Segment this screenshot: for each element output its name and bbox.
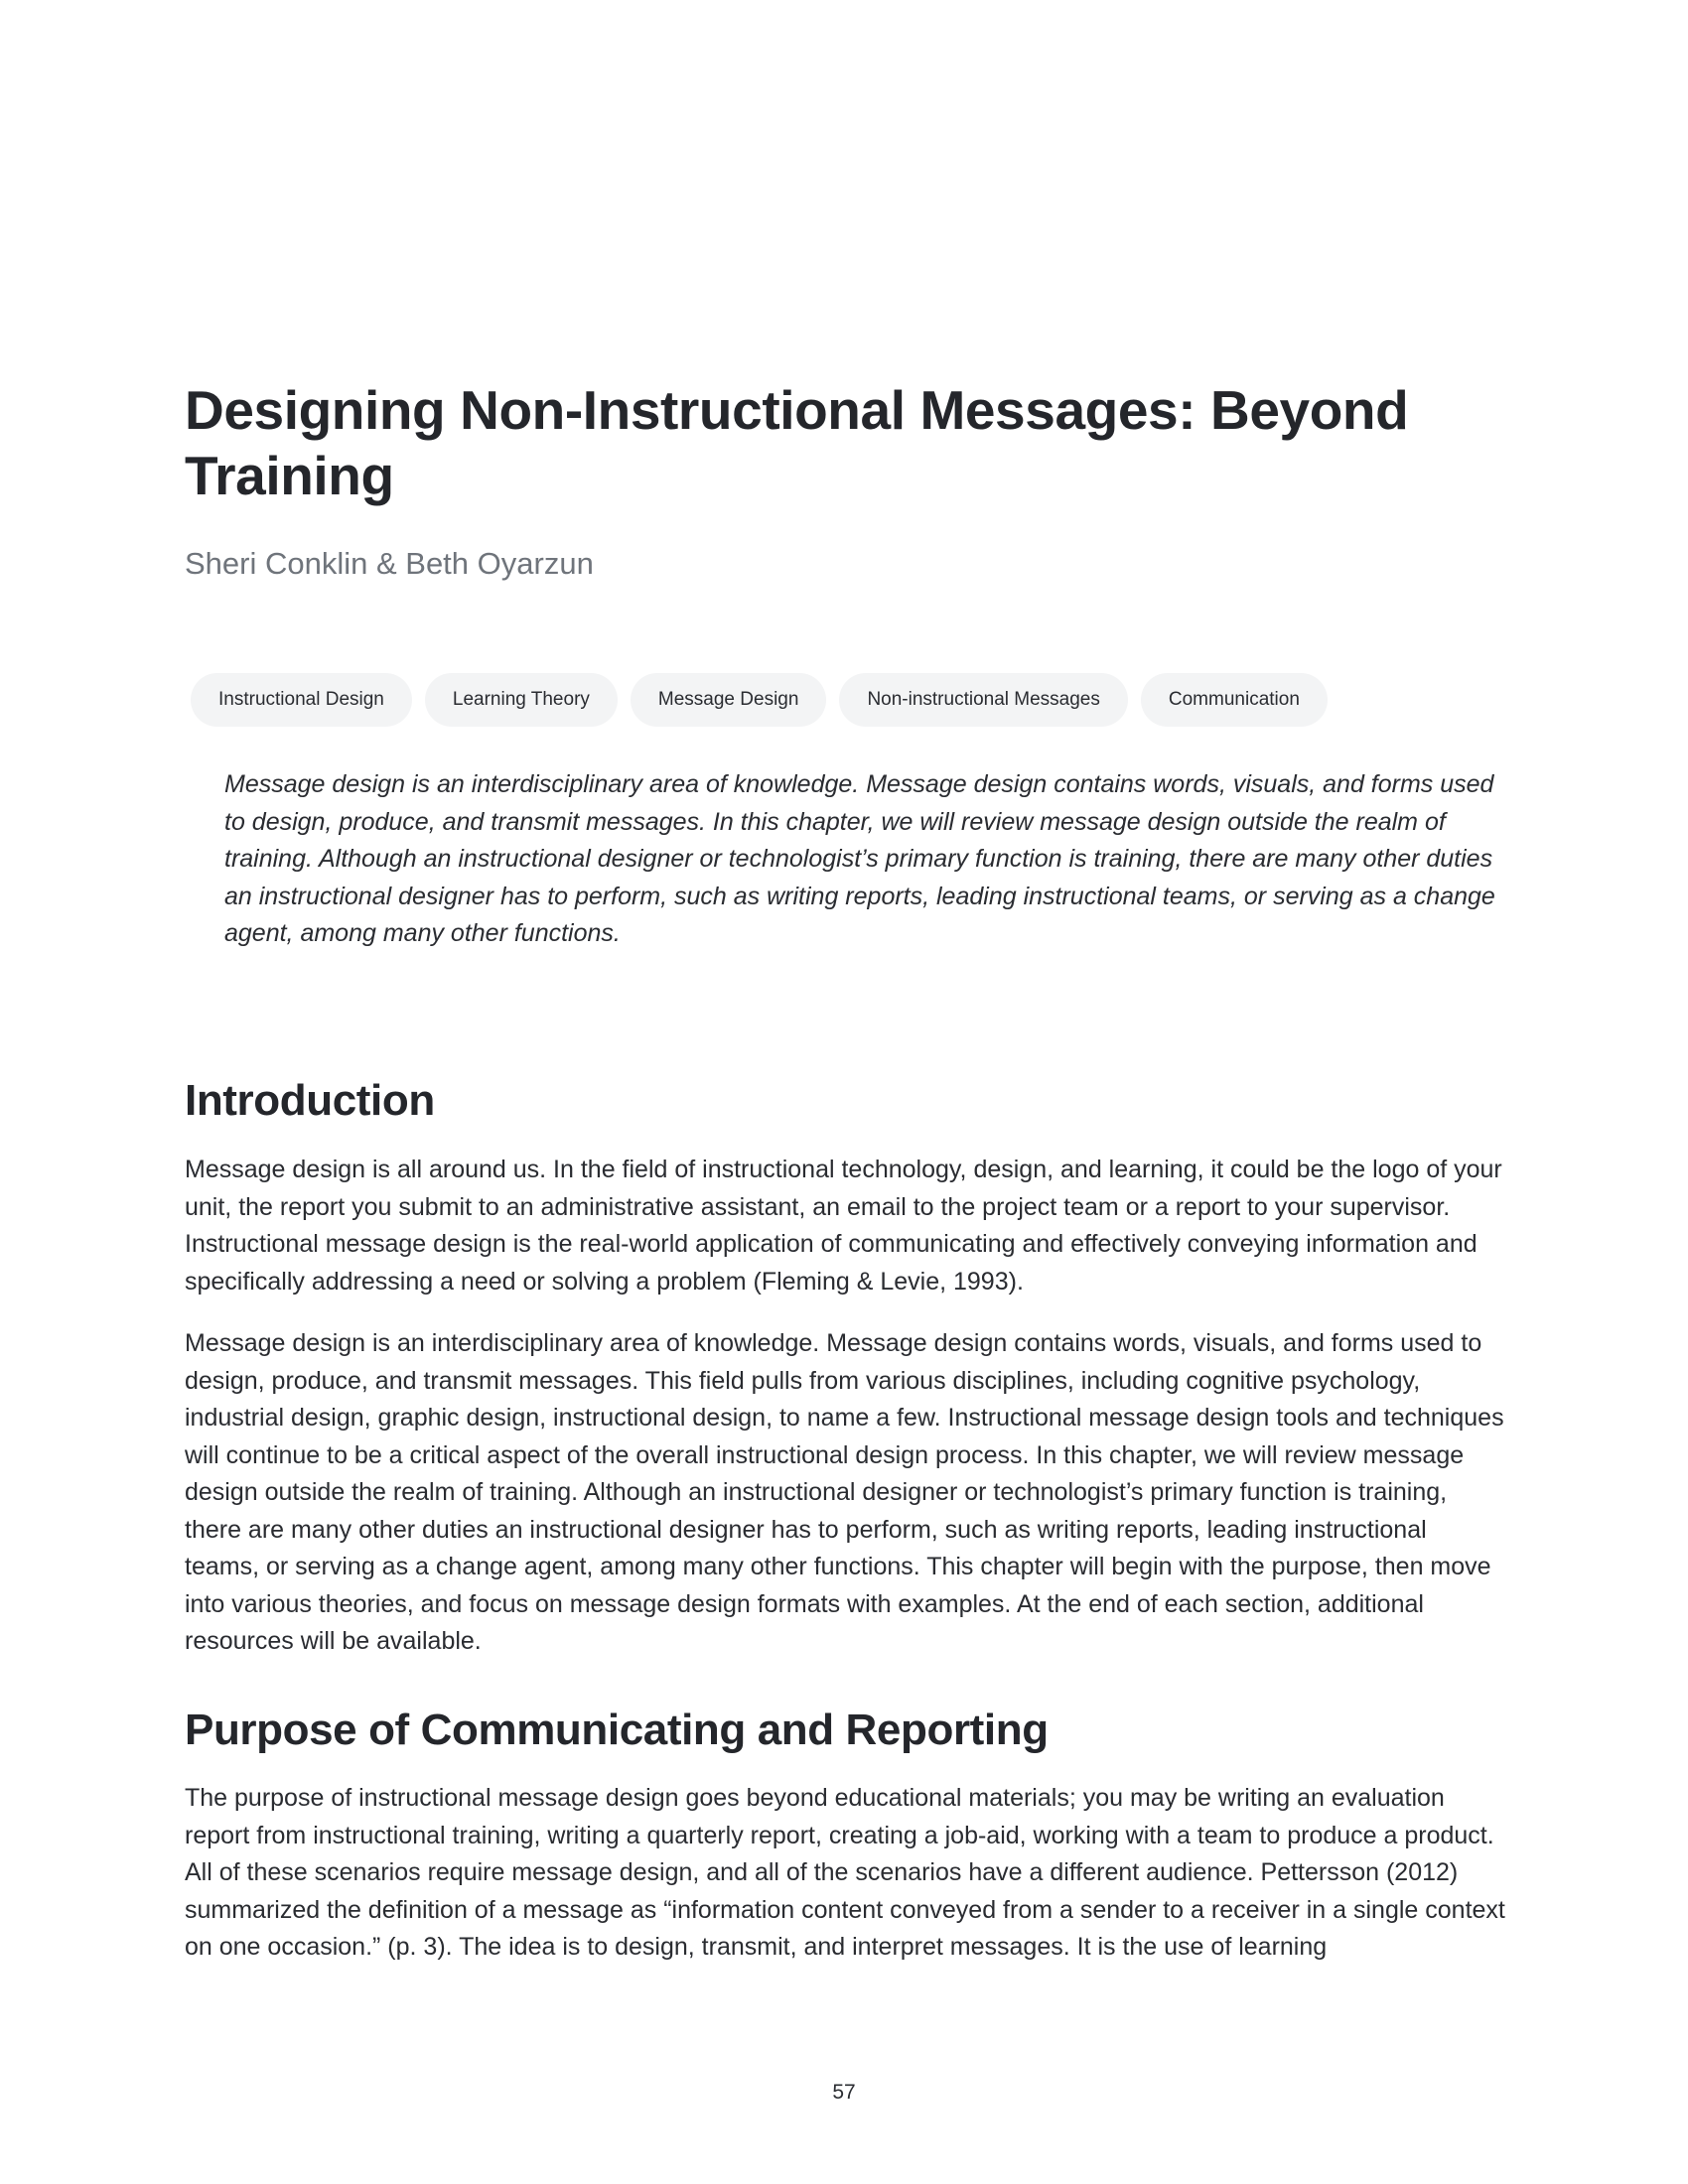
section-heading-purpose: Purpose of Communicating and Reporting [185, 1706, 1049, 1754]
chapter-authors: Sheri Conklin & Beth Oyarzun [185, 546, 594, 581]
introduction-paragraph-2: Message design is an interdisciplinary area of knowledge. Message design contains words, visuals, and forms used to design, produce, and transmit messages. This field pulls from various disciplines, including cognitive psychology, industrial design, graphic design, instructional design, to name a few. Instructional message design tools and techniques will continue to be a critical aspect of the overall instructional design process. In this chapter, we will review message design outside the realm of training. Although an instructional designer or technologist’s primary function is training, there are many other duties an instructional designer has to perform, such as writing reports, leading instructional teams, or serving as a change agent, among many other functions. This chapter will begin with the purpose, then move into various theories, and focus on message design formats with examples. At the end of each section, additional resources will be available. [185, 1329, 1504, 1655]
tag-communication[interactable]: Communication [1141, 673, 1328, 727]
chapter-abstract: Message design is an interdisciplinary area of knowledge. Message design contains words, visuals, and forms used to design, produce, and transmit messages. In this chapter, we will review message design outside the realm of training. Although an instructional designer or technologist’s primary function is training, there are many other duties an instructional designer has to perform, such as writing reports, leading instructional teams, or serving as a change agent, among many other functions. [224, 770, 1495, 947]
page-number: 57 [832, 2081, 856, 2104]
chapter-title: Designing Non-Instructional Messages: Beyond Training [185, 379, 1409, 506]
tag-instructional-design[interactable]: Instructional Design [191, 673, 412, 727]
purpose-paragraph-1: The purpose of instructional message design goes beyond educational materials; you may be writing an evaluation report from instructional training, writing a quarterly report, creating a job-aid, working with a team to produce a product. All of these scenarios require message design, and all of the scenarios have a different audience. Pettersson (2012) summarized the definition of a message as “information content conveyed from a sender to a receiver in a single context on one occasion.” (p. 3). The idea is to design, transmit, and interpret messages. It is the use of learning [185, 1784, 1505, 1961]
tag-message-design[interactable]: Message Design [631, 673, 827, 727]
tag-learning-theory[interactable]: Learning Theory [425, 673, 618, 727]
introduction-paragraph-1: Message design is all around us. In the field of instructional technology, design, and learning, it could be the logo of your unit, the report you submit to an administrative assistant, an email to the project team or a report to your supervisor. Instructional message design is the real-world application of communicating and effectively conveying information and specifically addressing a need or solving a problem (Fleming & Levie, 1993). [185, 1156, 1502, 1296]
tag-non-instructional-messages[interactable]: Non-instructional Messages [839, 673, 1127, 727]
section-heading-introduction: Introduction [185, 1076, 435, 1125]
tag-list [191, 673, 1328, 727]
